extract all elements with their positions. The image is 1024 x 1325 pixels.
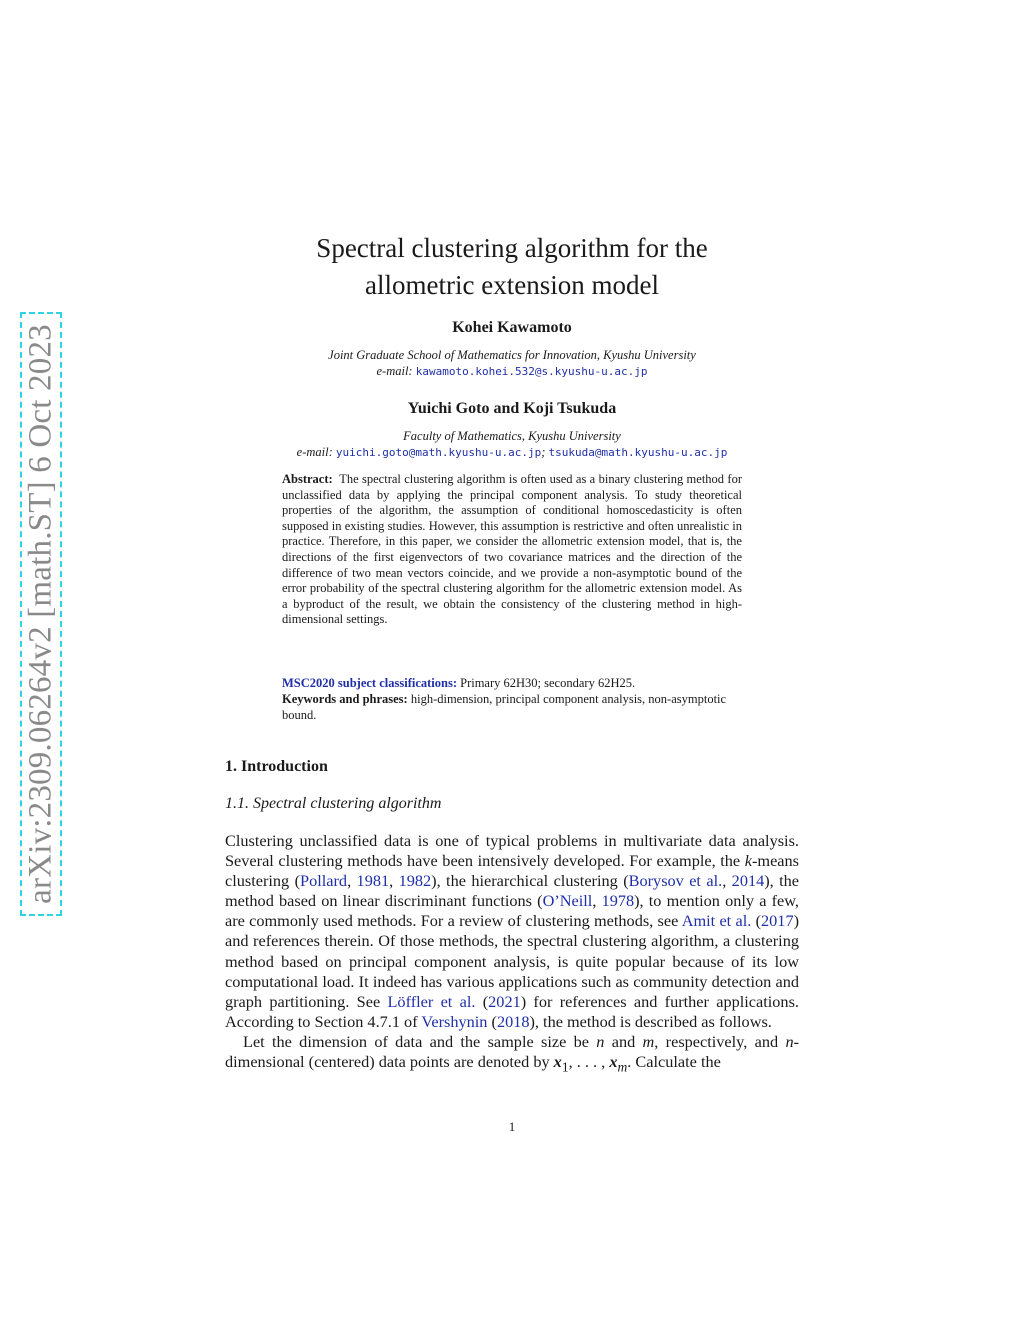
abstract [282, 472, 742, 628]
math-m: m [642, 1031, 655, 1051]
citation-link[interactable]: Vershynin [421, 1011, 488, 1031]
text-run: , respectively, and [654, 1031, 786, 1051]
text-run: ), the hierarchical clustering ( [431, 871, 629, 891]
citation-link[interactable]: 1978 [601, 891, 635, 911]
citation-link[interactable]: Pollard [300, 871, 348, 891]
paper-title [180, 230, 844, 304]
math-n: n [596, 1031, 605, 1051]
section-heading: 1. Introduction [225, 758, 328, 775]
email-line [200, 363, 824, 380]
keywords-line [282, 691, 742, 723]
email-line [200, 444, 824, 461]
arxiv-stamp [20, 312, 62, 916]
text-run: . Calculate the [627, 1052, 721, 1072]
email-separator: ; [541, 445, 546, 459]
author-name-1: Kohei Kawamoto [452, 319, 572, 336]
arxiv-identifier: arXiv:2309.06264v2 [math.ST] 6 Oct 2023 [22, 324, 59, 904]
text-run: , [722, 871, 732, 891]
text-run: ) and references therein. Of those methods, the spectral clustering algorithm, a clustering method based on principal component analysis, is quite popular because of its low computational load. It indeed has various applications such as community detection and graph partitioning. See [225, 911, 799, 1011]
text-run: , [389, 871, 399, 891]
abstract-text: The spectral clustering algorithm is often used as a binary clustering method for unclassified data by applying the principal component analysis. To study theoretical properties of the algorithm, the assumption of conditional homoscedasticity is often supposed in existing studies. However, this assumption is restrictive and often unrealistic in practice. Therefore, in this paper, we consider the allometric extension model, that is, the directions of the first eigenvectors of two covariance matrices and the direction of the difference of two mean vectors coincide, and we provide a non-asymptotic bound of the error probability of the spectral clustering algorithm for the allometric extension model. As a byproduct of the result, we obtain the consistency of the clustering method in high-dimensional settings. [282, 472, 742, 627]
msc-text: Primary 62H30; secondary 62H25. [460, 676, 636, 690]
citation-link[interactable]: O’Neill [542, 891, 593, 911]
math-x: x [609, 1052, 618, 1072]
title-line-1: Spectral clustering algorithm for the [316, 233, 708, 263]
page-number: 1 [508, 1119, 516, 1134]
text-run: ( [751, 911, 762, 931]
author-affiliation-2 [200, 428, 824, 461]
text-run: ( [475, 991, 489, 1011]
citation-link[interactable]: 2017 [761, 911, 794, 931]
keywords-text: high-dimension, principal component analysis, non-asymptotic bound. [282, 692, 727, 722]
text-run: ) for references and further applications. According to Section 4.7.1 of [225, 991, 799, 1031]
title-line-2: allometric extension model [365, 270, 659, 300]
citation-link[interactable]: 2014 [731, 871, 765, 891]
math-n: n [785, 1031, 794, 1051]
email-label: e-mail: [376, 364, 413, 378]
text-run: ( [487, 1011, 497, 1031]
citation-link[interactable]: Amit et al. [681, 911, 752, 931]
math-k: k [744, 851, 752, 871]
citation-link[interactable]: 2021 [488, 991, 521, 1011]
text-run: Clustering unclassified data is one of typical problems in multivariate data analysis. Several clustering methods have been intensively developed. For example, the [225, 831, 799, 871]
abstract-label: Abstract: [282, 472, 333, 486]
keywords-label: Keywords and phrases: [282, 692, 408, 706]
text-run: , [347, 871, 357, 891]
text-run: ), the method based on linear discriminant functions ( [225, 871, 800, 911]
text-run: and [604, 1031, 643, 1051]
author-affiliation-1 [200, 347, 824, 380]
affiliation-text: Faculty of Mathematics, Kyushu University [403, 429, 621, 443]
math-x: x [553, 1052, 562, 1072]
text-run: ), the method is described as follows. [529, 1011, 772, 1031]
author-name-2: Yuichi Goto and Koji Tsukuda [407, 400, 617, 417]
msc-label-link[interactable]: MSC2020 subject classifications: [282, 676, 457, 690]
paper-metadata [282, 675, 742, 723]
subsection-heading: 1.1. Spectral clustering algorithm [225, 795, 442, 812]
email-link[interactable]: yuichi.goto@math.kyushu-u.ac.jp [335, 446, 542, 459]
text-run: , [592, 891, 602, 911]
paragraph-2 [225, 1032, 799, 1077]
math-subscript: m [617, 1059, 628, 1075]
text-run: -means clustering ( [225, 851, 799, 891]
msc-line [282, 675, 742, 691]
text-run: -dimensional (centered) data points are denoted by [225, 1031, 799, 1072]
citation-link[interactable]: 1982 [398, 871, 432, 891]
citation-link[interactable]: Löffler et al. [387, 991, 476, 1011]
email-link[interactable]: tsukuda@math.kyushu-u.ac.jp [548, 446, 728, 459]
citation-link[interactable]: Borysov et al. [628, 871, 723, 891]
math-subscript: 1 [561, 1059, 569, 1075]
affiliation-text: Joint Graduate School of Mathematics for Innovation, Kyushu University [328, 348, 696, 362]
citation-link[interactable]: 1981 [356, 871, 390, 891]
body-text [225, 831, 799, 1077]
citation-link[interactable]: 2018 [496, 1011, 530, 1031]
text-run: Let the dimension of data and the sample size be [243, 1031, 597, 1051]
text-run: , . . . , [568, 1052, 610, 1072]
email-label: e-mail: [296, 445, 333, 459]
email-link[interactable]: kawamoto.kohei.532@s.kyushu-u.ac.jp [415, 365, 648, 378]
paragraph-1 [225, 831, 799, 1032]
text-run: ), to mention only a few, are commonly used methods. For a review of clustering methods, see [225, 891, 800, 931]
